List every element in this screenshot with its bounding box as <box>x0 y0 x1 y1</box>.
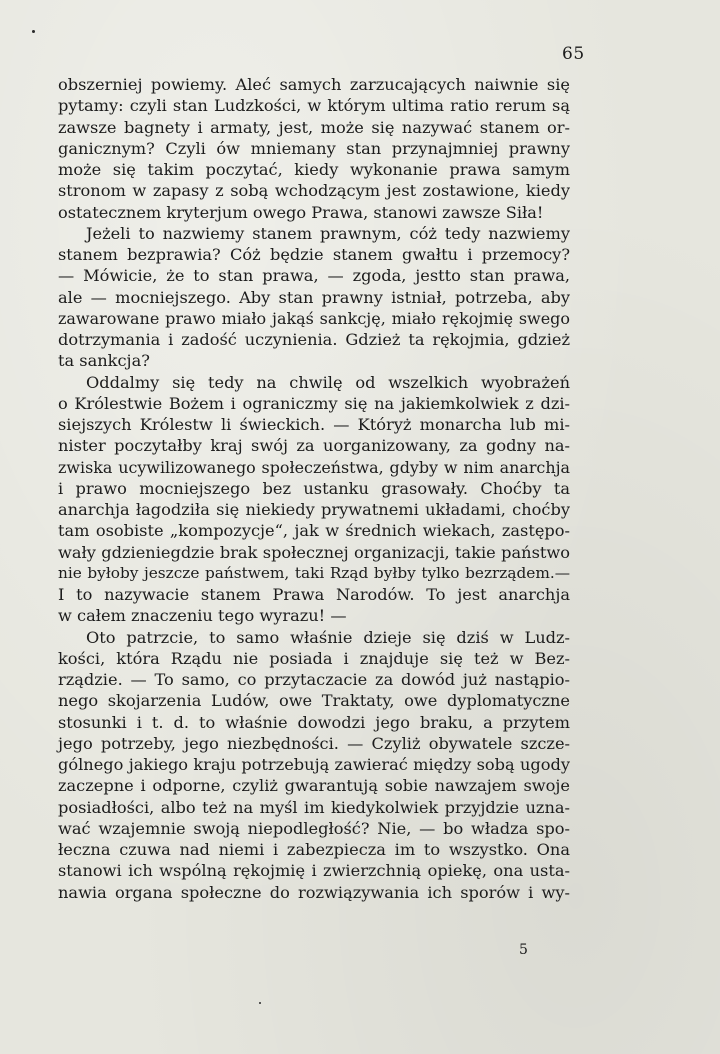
text-line: dotrzymania i zadość uczynienia. Gdzież ta rękojmia, gdzież <box>58 330 570 349</box>
text-line: siejszych Królestw li świeckich. — Któryż monarcha lub mi- <box>58 415 570 434</box>
text-line: tam osobiste „kompozycje“, jak w średnich wiekach, zastępo- <box>58 521 570 541</box>
text-line: ta sankcja? <box>58 351 150 371</box>
text-line: jego potrzeby, jego niezbędności. — Czyliż obywatele szcze- <box>58 733 570 753</box>
text-line: wać wzajemnie swoją niepodległość? Nie, — bo władza spo- <box>58 818 570 838</box>
text-line: w całem znaczeniu tego wyrazu! — <box>58 606 347 626</box>
text-line: ale — mocniejszego. Aby stan prawny istniał, potrzeba, aby <box>58 287 570 307</box>
text-line: zaczepne i odporne, czyliż gwarantują sobie nawzajem swoje <box>58 776 570 796</box>
text-line: gólnego jakiego kraju potrzebują zawierać między sobą ugody <box>58 755 570 774</box>
text-line: o Królestwie Bożem i ograniczmy się na jakiemkolwiek z dzi- <box>58 393 570 413</box>
page-number: 65 <box>562 44 585 64</box>
text-line: nego skojarzenia Ludów, owe Traktaty, owe dyplomatyczne <box>58 691 570 711</box>
text-line: i prawo mocniejszego bez ustanku grasowały. Choćby ta <box>58 478 570 498</box>
text-line: zawsze bagnety i armaty, jest, może się nazywać stanem or- <box>58 117 570 137</box>
ink-speck <box>259 1002 261 1004</box>
text-line: nawia organa społeczne do rozwiązywania ich sporów i wy- <box>58 882 570 902</box>
text-line: wały gdzieniegdzie brak społecznej organizacji, takie państwo <box>58 542 570 562</box>
ink-speck <box>32 30 35 33</box>
text-line: posiadłości, albo też na myśl im kiedykolwiek przyjdzie uzna- <box>58 797 570 817</box>
text-line: rządzie. — To samo, co przytaczacie za dowód już nastąpio- <box>58 670 570 689</box>
text-line: ganicznym? Czyli ów mniemany stan przynajmniej prawny <box>58 138 570 158</box>
text-line: łeczna czuwa nad niemi i zabezpiecza im to wszystko. Ona <box>58 840 570 859</box>
text-line: Oddalmy się tedy na chwilę od wszelkich wyobrażeń <box>86 372 570 392</box>
text-line: nie byłoby jeszcze państwem, taki Rząd byłby tylko bezrządem.— <box>58 563 570 582</box>
text-line: może się takim poczytać, kiedy wykonanie prawa samym <box>58 160 570 179</box>
printer-signature-mark: 5 <box>519 942 528 958</box>
text-line: I to nazywacie stanem Prawa Narodów. To jest anarchja <box>58 585 570 604</box>
text-line: zwiska ucywilizowanego społeczeństwa, gdyby w nim anarchja <box>58 457 570 477</box>
text-line: kości, która Rządu nie posiada i znajduje się też w Bez- <box>58 648 570 668</box>
text-line: Oto patrzcie, to samo właśnie dzieje się dziś w Ludz- <box>86 627 570 647</box>
text-line: stosunki i t. d. to właśnie dowodzi jego braku, a przytem <box>58 712 570 732</box>
text-line: nister poczytałby kraj swój za uorganizowany, za godny na- <box>58 436 570 456</box>
text-line: obszerniej powiemy. Aleć samych zarzucających naiwnie się <box>58 75 570 94</box>
text-line: stanowi ich wspólną rękojmię i zwierzchnią opiekę, ona usta- <box>58 861 570 881</box>
text-line: ostatecznem kryterjum owego Prawa, stanowi zawsze Siła! <box>58 202 544 222</box>
body-text <box>58 74 570 903</box>
text-line: stronom w zapasy z sobą wchodzącym jest zostawione, kiedy <box>58 181 570 201</box>
text-line: Jeżeli to nazwiemy stanem prawnym, cóż tedy nazwiemy <box>86 223 570 243</box>
text-line: — Mówicie, że to stan prawa, — zgoda, jestto stan prawa, <box>58 266 570 286</box>
text-line: pytamy: czyli stan Ludzkości, w którym ultima ratio rerum są <box>58 96 570 116</box>
text-line: stanem bezprawia? Cóż będzie stanem gwałtu i przemocy? <box>58 245 570 264</box>
text-line: zawarowane prawo miało jakąś sankcję, miało rękojmię swego <box>58 308 570 328</box>
text-line: anarchja łagodziła się niekiedy prywatnemi układami, choćby <box>58 500 570 519</box>
